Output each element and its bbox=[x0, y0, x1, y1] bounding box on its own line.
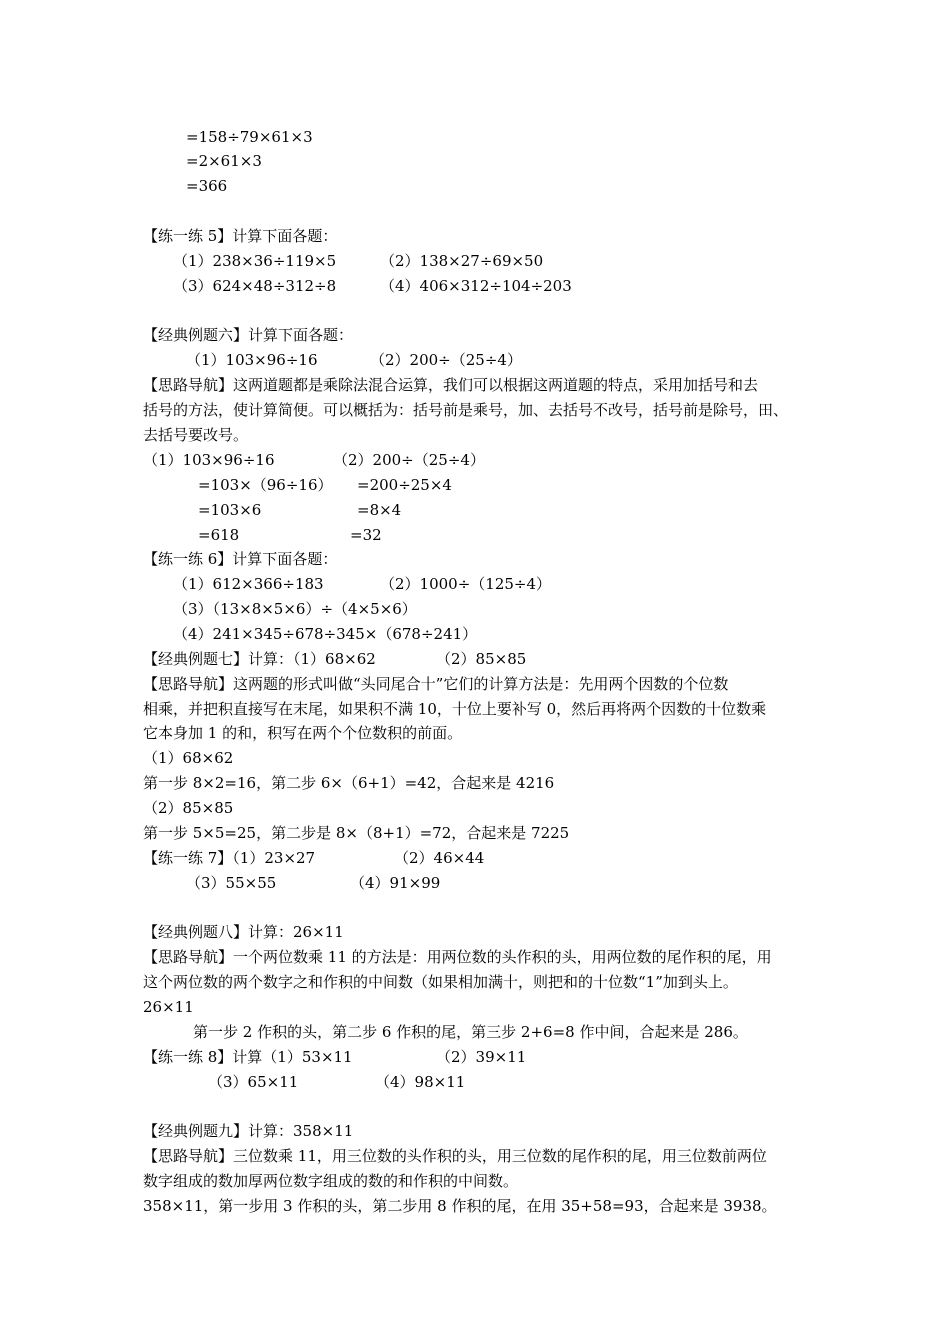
text-line: （2）138×27÷69×50 bbox=[380, 252, 544, 270]
text-line: 第一步 5×5=25，第二步是 8×（8+1）=72，合起来是 7225 bbox=[143, 824, 570, 842]
text-line: 第一步 2 作积的头，第二步 6 作积的尾，第三步 2+6=8 作中间，合起来是 286。 bbox=[193, 1023, 748, 1041]
text-line: （4）406×312÷104÷203 bbox=[380, 277, 572, 295]
text-line: =158÷79×61×3 bbox=[186, 128, 313, 146]
text-line: 括号的方法，使计算简便。可以概括为：括号前是乘号，加、去括号不改号，括号前是除号，田、 bbox=[143, 401, 789, 419]
text-line: 【练一练 7】（1）23×27 bbox=[143, 849, 316, 867]
text-line: 【练一练 8】计算（1）53×11 bbox=[143, 1048, 353, 1066]
text-line: （3）624×48÷312÷8 bbox=[173, 277, 337, 295]
text-line: （2）200÷（25÷4） bbox=[333, 451, 485, 469]
text-line: =2×61×3 bbox=[186, 152, 262, 170]
text-line: 第一步 8×2=16，第二步 6×（6+1）=42，合起来是 4216 bbox=[143, 774, 555, 792]
text-line: （2）1000÷（125÷4） bbox=[380, 575, 552, 593]
text-line: （4）98×11 bbox=[375, 1073, 466, 1091]
text-line: =618 bbox=[198, 526, 240, 544]
text-line: 【经典例题六】计算下面各题： bbox=[143, 326, 354, 344]
text-line: =200÷25×4 bbox=[357, 476, 452, 494]
text-line: =366 bbox=[186, 177, 228, 195]
text-line: （1）68×62 bbox=[143, 749, 234, 767]
text-line: （2）46×44 bbox=[394, 849, 485, 867]
text-line: 它本身加 1 的和，积写在两个个位数积的前面。 bbox=[143, 724, 463, 742]
text-line: =32 bbox=[350, 526, 382, 544]
text-line: 【经典例题七】计算：（1）68×62 bbox=[143, 650, 376, 668]
text-line: （1）103×96÷16 bbox=[186, 351, 318, 369]
text-line: （2）200÷（25÷4） bbox=[370, 351, 522, 369]
text-line: （2）85×85 bbox=[143, 799, 234, 817]
text-line: 【思路导航】这两道题都是乘除法混合运算，我们可以根据这两道题的特点，采用加括号和去 bbox=[143, 376, 759, 394]
text-line: 去括号要改号。 bbox=[143, 426, 249, 444]
text-line: （2）85×85 bbox=[436, 650, 527, 668]
text-line: 相乘，并把积直接写在末尾，如果积不满 10，十位上要补写 0，然后再将两个因数的十位数乘 bbox=[143, 700, 767, 718]
text-line: （1）612×366÷183 bbox=[173, 575, 324, 593]
text-line: 26×11 bbox=[143, 998, 194, 1016]
text-line: 这个两位数的两个数字之和作积的中间数（如果相加满十，则把和的十位数“1”加到头上。 bbox=[143, 973, 738, 991]
text-line: =103×6 bbox=[198, 501, 262, 519]
text-line: （1）103×96÷16 bbox=[143, 451, 275, 469]
text-line: 【经典例题九】计算：358×11 bbox=[143, 1122, 354, 1140]
text-line: （1）238×36÷119×5 bbox=[173, 252, 337, 270]
text-line: （4）241×345÷678÷345×（678÷241） bbox=[173, 625, 478, 643]
text-line: 【思路导航】这两题的形式叫做“头同尾合十”它们的计算方法是：先用两个因数的个位数 bbox=[143, 675, 729, 693]
text-line: 【练一练 6】计算下面各题： bbox=[143, 550, 338, 568]
text-line: （3）（13×8×5×6）÷（4×5×6） bbox=[173, 600, 417, 618]
text-line: 【思路导航】一个两位数乘 11 的方法是：用两位数的头作积的头，用两位数的尾作积的尾，用 bbox=[143, 948, 772, 966]
text-line: 【思路导航】三位数乘 11，用三位数的头作积的头，用三位数的尾作积的尾，用三位数前两位 bbox=[143, 1147, 767, 1165]
text-line: （2）39×11 bbox=[436, 1048, 527, 1066]
text-line: =8×4 bbox=[357, 501, 402, 519]
text-line: （3）65×11 bbox=[208, 1073, 299, 1091]
text-line: 【经典例题八】计算：26×11 bbox=[143, 923, 344, 941]
text-line: 【练一练 5】计算下面各题： bbox=[143, 227, 338, 245]
text-line: =103×（96÷16） bbox=[198, 476, 333, 494]
text-line: （4）91×99 bbox=[350, 874, 441, 892]
text-line: 数字组成的数加厚两位数字组成的数的和作积的中间数。 bbox=[143, 1172, 519, 1190]
text-line: 358×11，第一步用 3 作积的头，第二步用 8 作积的尾，在用 35+58=93，合起来是 3938。 bbox=[143, 1197, 777, 1215]
text-line: （3）55×55 bbox=[186, 874, 277, 892]
